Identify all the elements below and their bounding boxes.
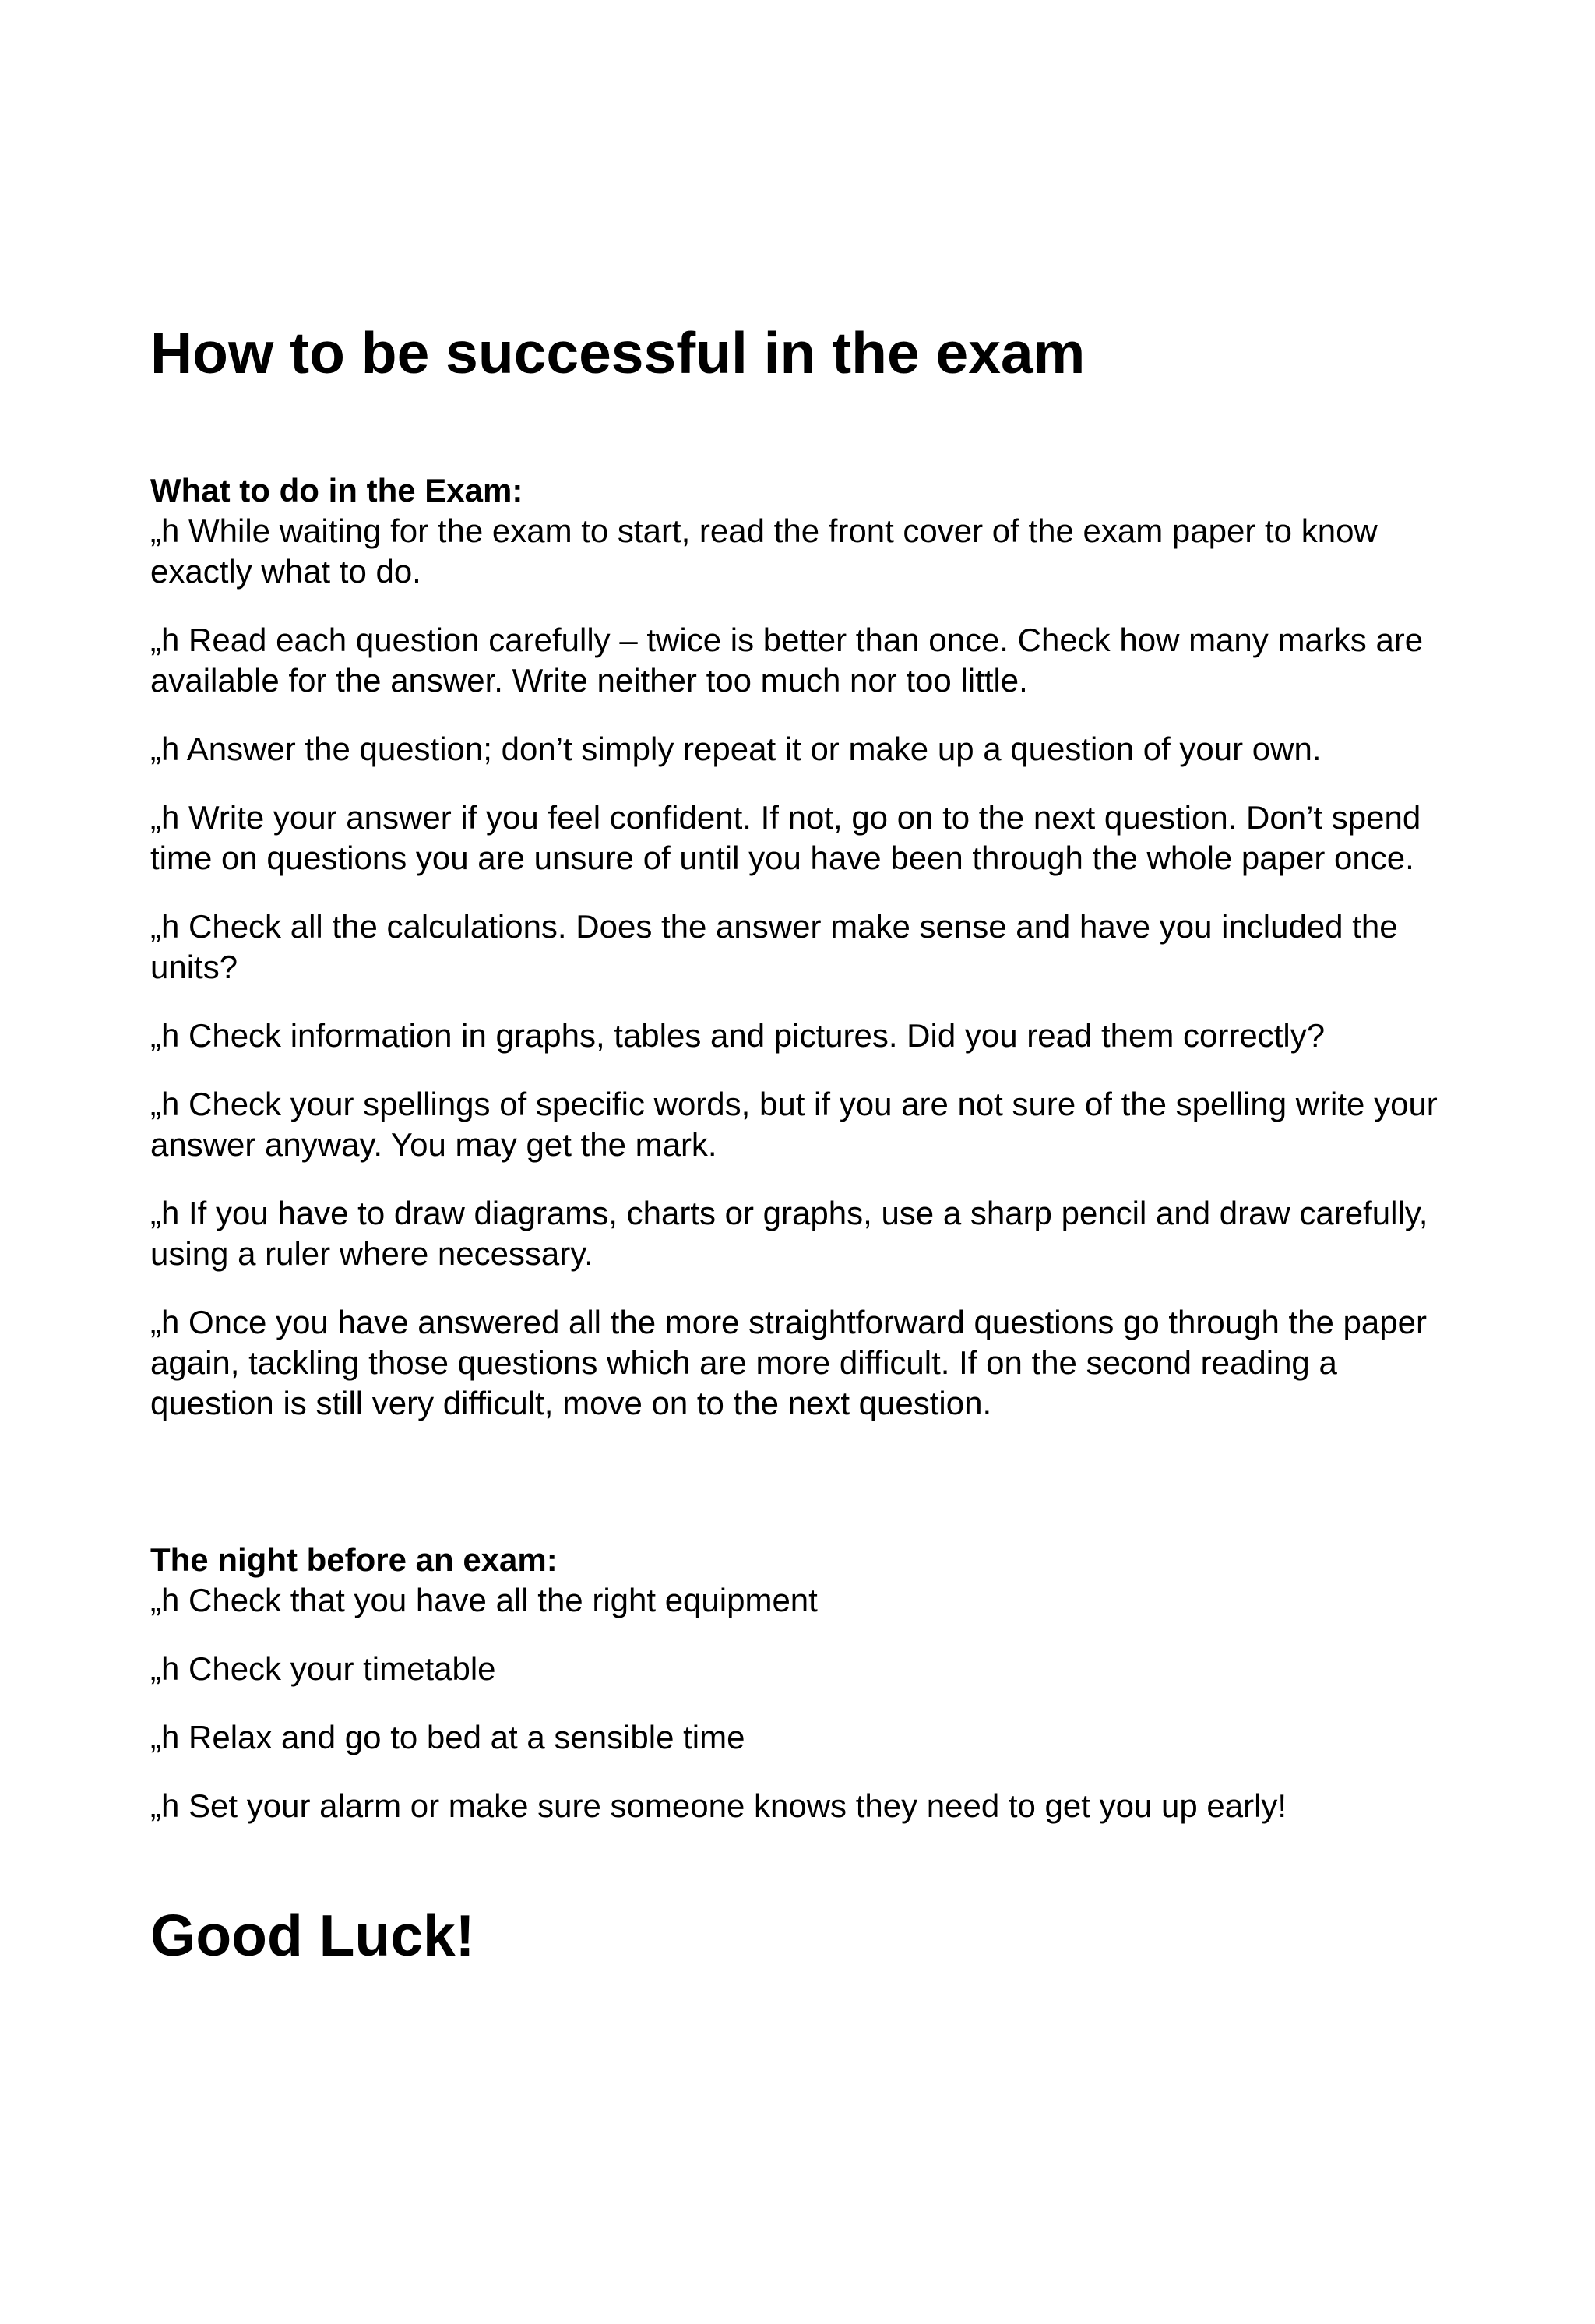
exam-tip-item: „h Once you have answered all the more straightforward questions go through the paper again, tackling those questions which are more difficult. If on the second reading a question is still very difficult, move on to the next question. [150,1304,1427,1421]
exam-tip-item: „h Read each question carefully – twice is better than once. Check how many marks are available for the answer. Write neither too much nor too little. [150,621,1424,699]
exam-tips-section [150,470,1459,1452]
exam-tips-heading: What to do in the Exam: [150,472,523,509]
exam-tip-item: „h Check your spellings of specific words, but if you are not sure of the spelling write your answer anyway. You may get the mark. [150,1086,1438,1163]
night-tip-item: „h Check your timetable [150,1650,496,1687]
exam-tip-item: „h Answer the question; don’t simply repeat it or make up a question of your own. [150,731,1322,767]
page-title: How to be successful in the exam [150,320,1086,386]
exam-tip-item: „h While waiting for the exam to start, read the front cover of the exam paper to know exactly what to do. [150,512,1378,590]
night-before-section [150,1540,1459,1854]
exam-tip-item: „h If you have to draw diagrams, charts or graphs, use a sharp pencil and draw carefully, using a ruler where necessary. [150,1195,1428,1272]
exam-tip-item: „h Check information in graphs, tables and pictures. Did you read them correctly? [150,1017,1326,1054]
exam-tip-item: „h Write your answer if you feel confident. If not, go on to the next question. Don’t spend time on questions you are unsure of until you have been through the whole paper once. [150,799,1421,876]
night-before-heading: The night before an exam: [150,1541,558,1578]
closing-message: Good Luck! [150,1903,475,1968]
night-tip-item: „h Relax and go to bed at a sensible time [150,1719,745,1755]
exam-tip-item: „h Check all the calculations. Does the answer make sense and have you included the units? [150,908,1398,985]
night-tip-item: „h Check that you have all the right equipment [150,1582,818,1618]
night-tip-item: „h Set your alarm or make sure someone knows they need to get you up early! [150,1787,1287,1824]
